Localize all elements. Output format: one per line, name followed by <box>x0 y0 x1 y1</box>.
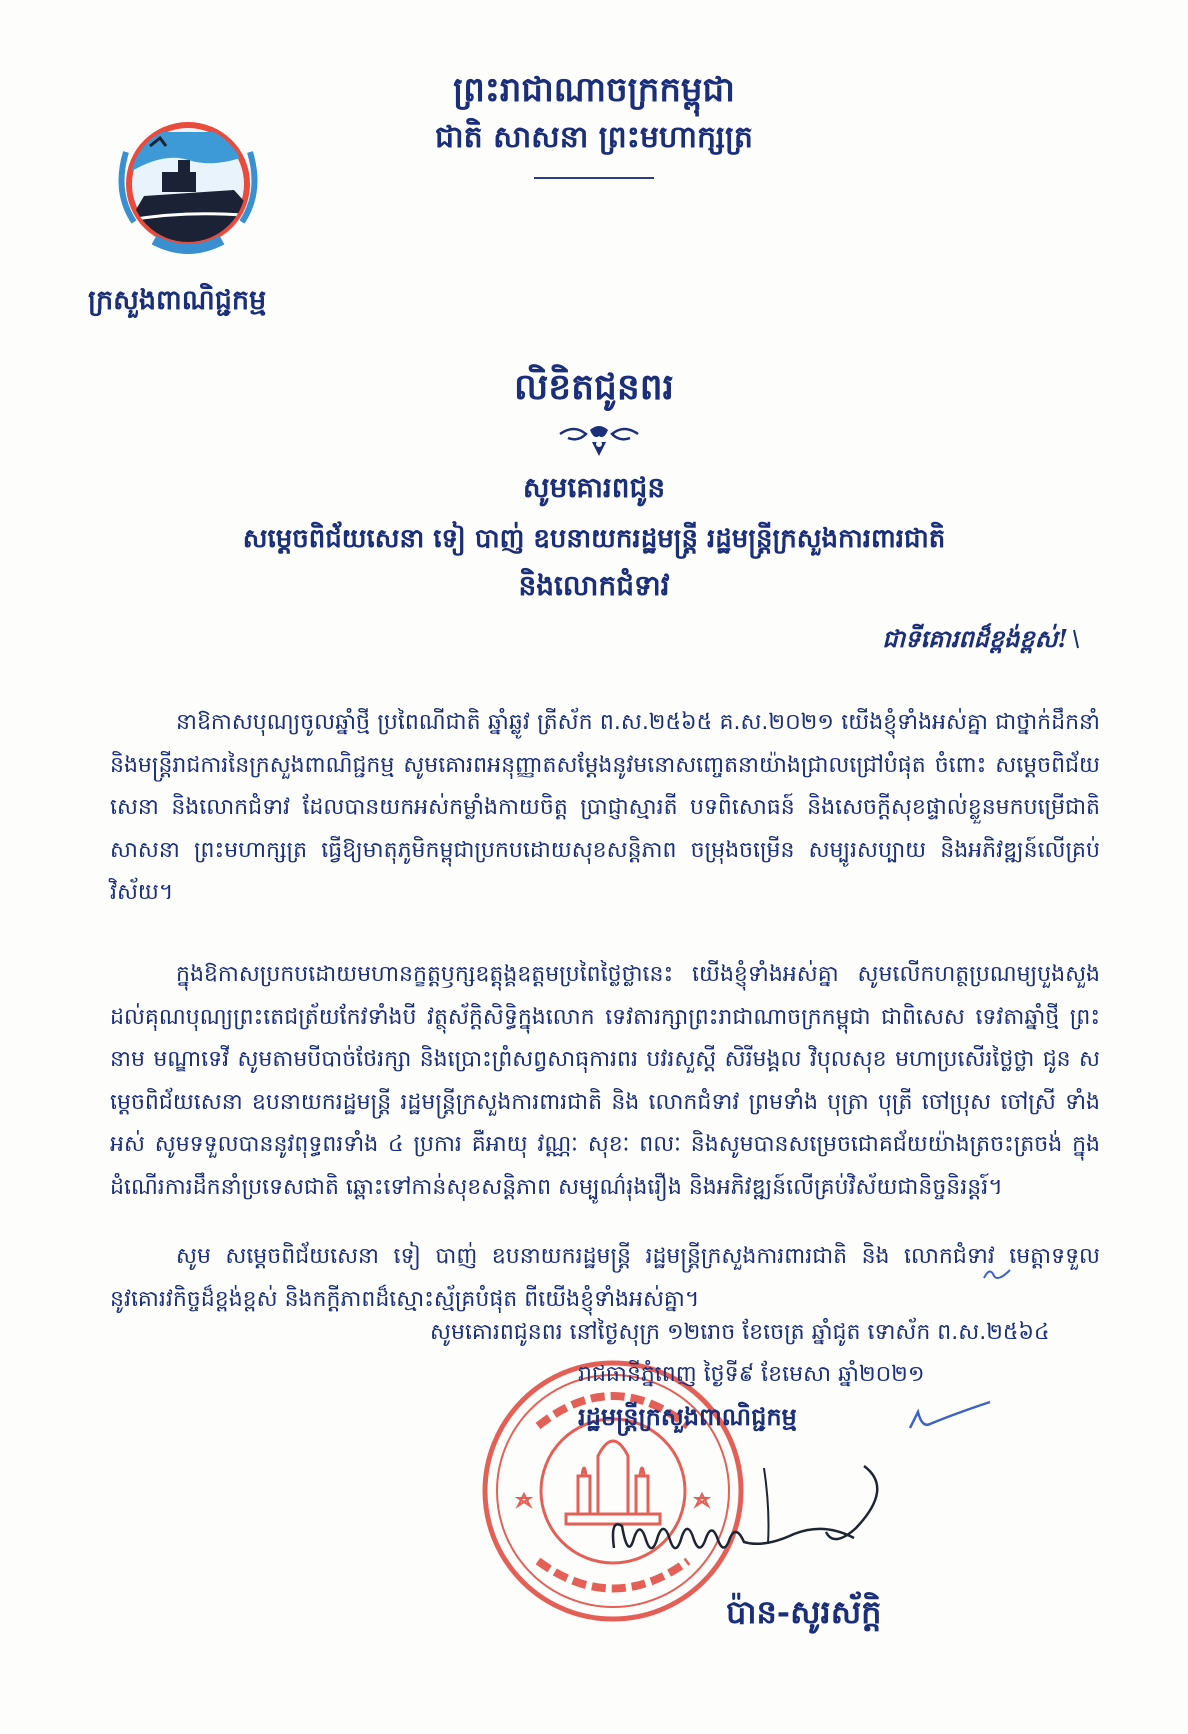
handwritten-signature <box>594 1448 924 1598</box>
kingdom-name: ព្រះរាជាណាចក្រកម្ពុជា <box>453 70 735 110</box>
ministry-name: ក្រសួងពាណិជ្ជកម្ម <box>88 285 267 316</box>
addressee-line-1: សម្តេចពិជ័យសេនា ទៀ បាញ់ ឧបនាយករដ្ឋមន្ត្រី រដ្ឋមន្ត្រីក្រសួងការពារជាតិ <box>242 524 946 554</box>
signer-name: ប៉ាន-សូរស័ក្តិ <box>726 1593 882 1631</box>
pen-check-mark <box>1070 626 1086 652</box>
body-paragraph-1: នាឱកាសបុណ្យចូលឆ្នាំថ្មី ប្រពៃណីជាតិ ឆ្នាំឆ្លូវ ត្រីស័ក ព.ស.២៥៦៥ គ.ស.២០២១ យើងខ្ញុំទាំងអស់គ្នា ជាថ្នាក់ដឹកនាំ និងមន្ត្រីរាជការនៃក្រសួងពាណិជ្ជកម្ម សូមគោរពអនុញ្ញាតសម្តែងនូវមនោសញ្ចេតនាយ៉ាងជ្រាលជ្រៅបំផុត ចំពោះ សម្តេចពិជ័យសេនា និងលោកជំទាវ ដែលបានយកអស់កម្លាំងកាយចិត្ត ប្រាជ្ញាស្មារតី បទពិសោធន៍ និងសេចក្តីសុខផ្ទាល់ខ្លួនមកបម្រើជាតិ សាសនា ព្រះមហាក្សត្រ ធ្វើឱ្យមាតុភូមិកម្ពុជាប្រកបដោយសុខសន្តិភាព ចម្រុងចម្រើន សម្បូរសប្បាយ និងអភិវឌ្ឍន៍លើគ្រប់វិស័យ។ <box>110 710 1100 905</box>
pen-initial-mark <box>980 1262 1014 1284</box>
salutation: ជាទីគោរពដ៏ខ្ពង់ខ្ពស់! <box>882 624 1068 653</box>
body-paragraph-3: សូម សម្តេចពិជ័យសេនា ទៀ បាញ់ ឧបនាយករដ្ឋមន្ត្រី រដ្ឋមន្ត្រីក្រសួងការពារជាតិ និង លោកជំទាវ មេត្តាទទួលនូវគោរវកិច្ចដ៏ខ្ពង់ខ្ពស់ និងកក្តីភាពដ៏ស្មោះស្ម័គ្របំផុត ពីយើងខ្ញុំទាំងអស់គ្នា។ <box>110 1244 1100 1312</box>
closing-date-line: សូមគោរពជូនពរ នៅថ្ងៃសុក្រ ១២រោច ខែចេត្រ ឆ្នាំជូត ទោស័ក ព.ស.២៥៦៤ <box>430 1320 1050 1345</box>
motto-divider <box>534 177 654 179</box>
body-paragraph-2: ក្នុងឱកាសប្រកបដោយមហានក្ខត្តឫក្សឧត្តុង្គឧត្តមប្រពៃថ្លៃថ្លានេះ យើងខ្ញុំទាំងអស់គ្នា សូមលើកហត្ថប្រណម្យបួងសួងដល់គុណបុណ្យព្រះតេជត្រ័យកែវទាំងបី វត្ថុស័ក្តិសិទ្ធិក្នុងលោក ទេវតារក្សាព្រះរាជាណាចក្រកម្ពុជា ជាពិសេស ទេវតាឆ្នាំថ្មី ព្រះនាម មណ្ឌាទេវី សូមតាមបីបាច់ថែរក្សា និងប្រោះព្រំសព្វសាធុការពរ បវរសួស្តី សិរីមង្គល វិបុលសុខ មហាប្រសើរថ្លៃថ្លា ជូន សម្តេចពិជ័យសេនា ឧបនាយករដ្ឋមន្ត្រី រដ្ឋមន្ត្រីក្រសួងការពារជាតិ និង លោកជំទាវ ព្រមទាំង បុត្រា បុត្រី ចៅប្រុស ចៅស្រី ទាំងអស់ សូមទទួលបាននូវពុទ្ធពរទាំង ៤ ប្រការ គឺអាយុ វណ្ណៈ សុខៈ ពលៈ និងសូមបានសម្រេចជោគជ័យយ៉ាងត្រចះត្រចង់ ក្នុងដំណើរការដឹកនាំប្រទេសជាតិ ឆ្ពោះទៅកាន់សុខសន្តិភាព សម្បូណ៌រុងរឿង និងអភិវឌ្ឍន៍លើគ្រប់វិស័យជានិច្ចនិរន្តរ៍។ <box>110 962 1100 1200</box>
pen-initial-mark <box>904 1398 994 1438</box>
document-title: លិខិតជូនពរ <box>514 366 674 408</box>
closing-place-line: រាជធានីភ្នំពេញ ថ្ងៃទី៩ ខែមេសា ឆ្នាំ២០២១ <box>578 1362 925 1387</box>
national-motto: ជាតិ សាសនា ព្រះមហាក្សត្រ <box>435 120 753 155</box>
title-ornament-icon <box>554 420 644 460</box>
addressee-line-2: និងលោកជំទាវ <box>518 569 670 602</box>
signer-title: រដ្ឋមន្ត្រីក្រសួងពាណិជ្ជកម្ម <box>578 1403 797 1431</box>
respect-line: សូមគោរពជូន <box>522 471 666 504</box>
